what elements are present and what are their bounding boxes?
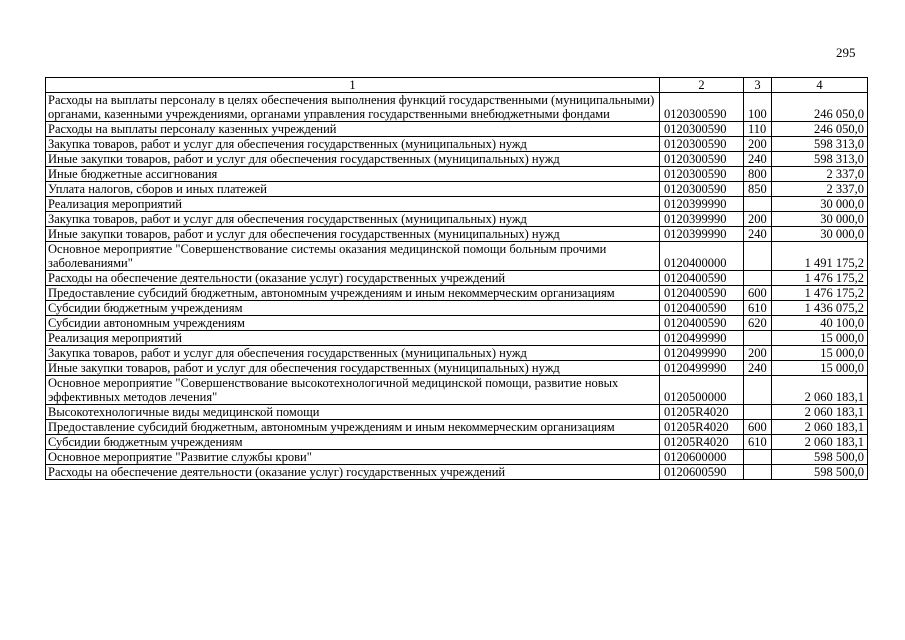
- table-row: [46, 435, 868, 450]
- row-amount-cell: 15 000,0: [772, 361, 868, 376]
- row-type-cell: [744, 271, 772, 286]
- table-row: [46, 122, 868, 137]
- row-amount-cell: 2 337,0: [772, 167, 868, 182]
- row-code-cell: 0120300590: [660, 182, 744, 197]
- row-name-cell: Расходы на выплаты персоналу казенных учреждений: [46, 122, 660, 137]
- table-row: [46, 346, 868, 361]
- table-row: [46, 420, 868, 435]
- row-amount-cell: 1 491 175,2: [772, 242, 868, 271]
- row-amount-cell: 30 000,0: [772, 227, 868, 242]
- row-code-cell: 0120300590: [660, 93, 744, 122]
- table-row: [46, 316, 868, 331]
- row-code-cell: 0120500000: [660, 376, 744, 405]
- row-type-cell: 100: [744, 93, 772, 122]
- table-row: [46, 301, 868, 316]
- table-row: [46, 405, 868, 420]
- row-name-cell: Иные бюджетные ассигнования: [46, 167, 660, 182]
- row-name-cell: Расходы на обеспечение деятельности (оказание услуг) государственных учреждений: [46, 465, 660, 480]
- row-type-cell: [744, 465, 772, 480]
- row-type-cell: 240: [744, 361, 772, 376]
- table-row: [46, 286, 868, 301]
- row-amount-cell: 598 500,0: [772, 465, 868, 480]
- row-code-cell: 0120399990: [660, 227, 744, 242]
- table-row: [46, 93, 868, 122]
- row-code-cell: 0120399990: [660, 197, 744, 212]
- row-amount-cell: 15 000,0: [772, 331, 868, 346]
- row-type-cell: [744, 242, 772, 271]
- table-row: [46, 242, 868, 271]
- row-amount-cell: 246 050,0: [772, 122, 868, 137]
- row-type-cell: 200: [744, 346, 772, 361]
- row-code-cell: 0120300590: [660, 152, 744, 167]
- table-row: [46, 361, 868, 376]
- row-type-cell: [744, 405, 772, 420]
- row-code-cell: 0120400590: [660, 286, 744, 301]
- row-name-cell: Субсидии автономным учреждениям: [46, 316, 660, 331]
- row-amount-cell: 30 000,0: [772, 197, 868, 212]
- row-name-cell: Реализация мероприятий: [46, 331, 660, 346]
- table-row: [46, 331, 868, 346]
- row-amount-cell: 598 500,0: [772, 450, 868, 465]
- row-name-cell: Субсидии бюджетным учреждениям: [46, 301, 660, 316]
- table-row: [46, 182, 868, 197]
- table-row: [46, 137, 868, 152]
- row-code-cell: 0120400590: [660, 316, 744, 331]
- row-code-cell: 0120600590: [660, 465, 744, 480]
- row-amount-cell: 2 060 183,1: [772, 435, 868, 450]
- row-name-cell: Закупка товаров, работ и услуг для обеспечения государственных (муниципальных) нужд: [46, 137, 660, 152]
- row-type-cell: 620: [744, 316, 772, 331]
- row-name-cell: Высокотехнологичные виды медицинской помощи: [46, 405, 660, 420]
- row-type-cell: [744, 376, 772, 405]
- row-type-cell: [744, 450, 772, 465]
- header-col-4: 4: [772, 78, 868, 93]
- row-amount-cell: 2 337,0: [772, 182, 868, 197]
- row-amount-cell: 40 100,0: [772, 316, 868, 331]
- table-row: [46, 465, 868, 480]
- row-type-cell: 600: [744, 286, 772, 301]
- row-amount-cell: 2 060 183,1: [772, 405, 868, 420]
- row-amount-cell: 598 313,0: [772, 137, 868, 152]
- row-code-cell: 0120400590: [660, 271, 744, 286]
- row-type-cell: 610: [744, 301, 772, 316]
- row-name-cell: Предоставление субсидий бюджетным, автономным учреждениям и иным некоммерческим организациям: [46, 420, 660, 435]
- row-name-cell: Расходы на выплаты персоналу в целях обеспечения выполнения функций государственными (муниципальными) органами, казенными учреждениями, органами управления государственными внебюджетными фондами: [46, 93, 660, 122]
- row-name-cell: Субсидии бюджетным учреждениям: [46, 435, 660, 450]
- row-amount-cell: 1 476 175,2: [772, 271, 868, 286]
- page-number: 295: [836, 45, 856, 60]
- row-code-cell: 0120499990: [660, 346, 744, 361]
- row-amount-cell: 2 060 183,1: [772, 420, 868, 435]
- row-amount-cell: 30 000,0: [772, 212, 868, 227]
- row-code-cell: 0120300590: [660, 167, 744, 182]
- row-code-cell: 01205R4020: [660, 435, 744, 450]
- table-row: [46, 376, 868, 405]
- row-code-cell: 0120300590: [660, 122, 744, 137]
- row-name-cell: Предоставление субсидий бюджетным, автономным учреждениям и иным некоммерческим организациям: [46, 286, 660, 301]
- row-amount-cell: 1 436 075,2: [772, 301, 868, 316]
- row-name-cell: Основное мероприятие "Совершенствование системы оказания медицинской помощи больным прочими заболеваниями": [46, 242, 660, 271]
- row-name-cell: Иные закупки товаров, работ и услуг для обеспечения государственных (муниципальных) нужд: [46, 361, 660, 376]
- row-type-cell: 600: [744, 420, 772, 435]
- row-code-cell: 01205R4020: [660, 405, 744, 420]
- table-header-row: [46, 78, 868, 93]
- table-row: [46, 197, 868, 212]
- row-code-cell: 0120400590: [660, 301, 744, 316]
- row-amount-cell: 246 050,0: [772, 93, 868, 122]
- row-amount-cell: 2 060 183,1: [772, 376, 868, 405]
- row-type-cell: [744, 197, 772, 212]
- table-row: [46, 212, 868, 227]
- row-type-cell: 240: [744, 227, 772, 242]
- row-code-cell: 0120399990: [660, 212, 744, 227]
- row-type-cell: 800: [744, 167, 772, 182]
- row-type-cell: 610: [744, 435, 772, 450]
- row-code-cell: 0120499990: [660, 361, 744, 376]
- table-row: [46, 271, 868, 286]
- table-row: [46, 450, 868, 465]
- table-row: [46, 227, 868, 242]
- row-type-cell: 240: [744, 152, 772, 167]
- row-code-cell: 0120600000: [660, 450, 744, 465]
- row-name-cell: Закупка товаров, работ и услуг для обеспечения государственных (муниципальных) нужд: [46, 212, 660, 227]
- header-col-2: 2: [660, 78, 744, 93]
- row-name-cell: Реализация мероприятий: [46, 197, 660, 212]
- row-name-cell: Основное мероприятие "Развитие службы крови": [46, 450, 660, 465]
- row-code-cell: 0120400000: [660, 242, 744, 271]
- row-name-cell: Расходы на обеспечение деятельности (оказание услуг) государственных учреждений: [46, 271, 660, 286]
- row-amount-cell: 15 000,0: [772, 346, 868, 361]
- row-name-cell: Иные закупки товаров, работ и услуг для обеспечения государственных (муниципальных) нужд: [46, 152, 660, 167]
- header-col-1: 1: [46, 78, 660, 93]
- row-code-cell: 01205R4020: [660, 420, 744, 435]
- row-type-cell: 200: [744, 212, 772, 227]
- row-code-cell: 0120499990: [660, 331, 744, 346]
- row-name-cell: Иные закупки товаров, работ и услуг для обеспечения государственных (муниципальных) нужд: [46, 227, 660, 242]
- budget-table: [45, 77, 868, 480]
- row-amount-cell: 1 476 175,2: [772, 286, 868, 301]
- row-name-cell: Уплата налогов, сборов и иных платежей: [46, 182, 660, 197]
- row-name-cell: Основное мероприятие "Совершенствование высокотехнологичной медицинской помощи, развитие новых эффективных методов лечения": [46, 376, 660, 405]
- table-row: [46, 152, 868, 167]
- row-type-cell: [744, 331, 772, 346]
- table-row: [46, 167, 868, 182]
- row-code-cell: 0120300590: [660, 137, 744, 152]
- row-type-cell: 850: [744, 182, 772, 197]
- row-type-cell: 200: [744, 137, 772, 152]
- row-amount-cell: 598 313,0: [772, 152, 868, 167]
- row-type-cell: 110: [744, 122, 772, 137]
- header-col-3: 3: [744, 78, 772, 93]
- row-name-cell: Закупка товаров, работ и услуг для обеспечения государственных (муниципальных) нужд: [46, 346, 660, 361]
